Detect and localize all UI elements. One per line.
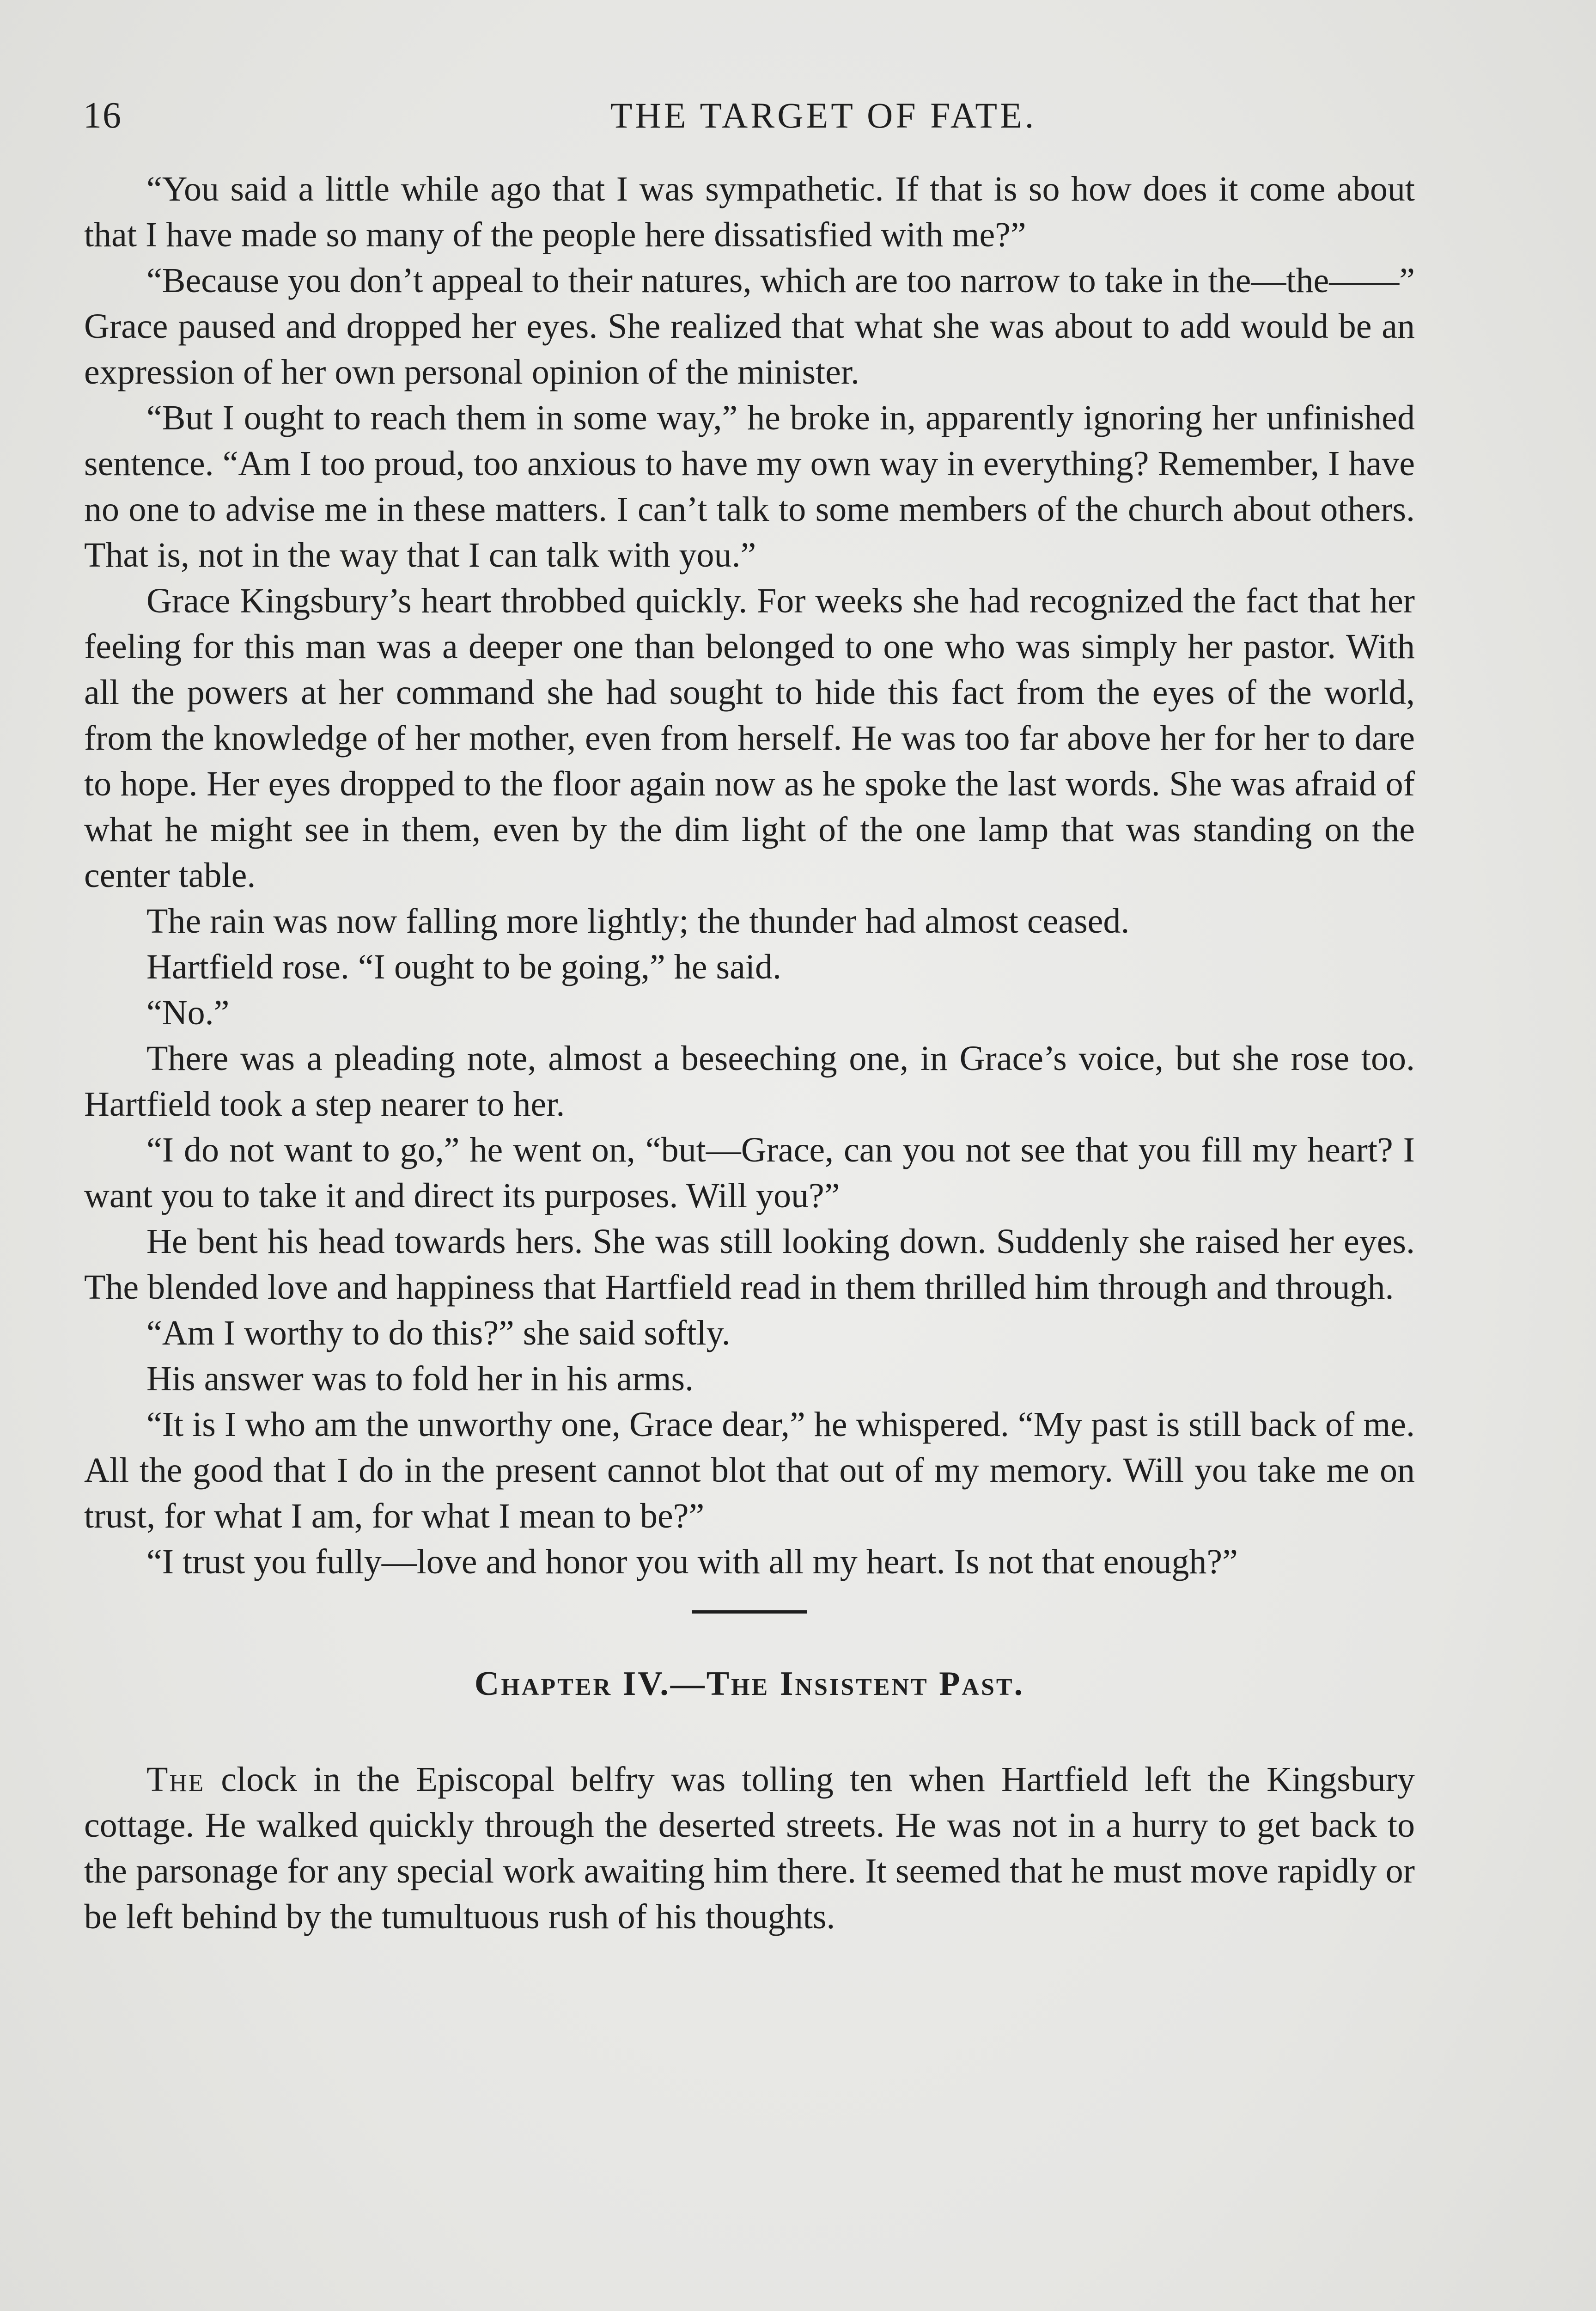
paragraph: “I do not want to go,” he went on, “but—Grace, can you not see that you fill my heart? I want you to take it and direct its purposes. Will you?” [84,1131,1415,1215]
paragraph: “No.” [146,993,230,1032]
paragraph: Grace Kingsbury’s heart throbbed quickly. For weeks she had recognized the fact that her feeling for this man was a deeper one than belonged to one who was simply her pastor. With all the powers at her command she had sought to hide this fact from the eyes of the world, from the knowledge of her mother, even from herself. He was too far above her for her to dare to hope. Her eyes dropped to the floor again now as he spoke the last words. She was afraid of what he might see in them, even by the dim light of the one lamp that was standing on the center table. [84,581,1415,895]
body-text [84,166,1415,1940]
paragraph: He bent his head towards hers. She was still looking down. Suddenly she raised her eyes. The blended love and happiness that Hartfield read in them thrilled him through and through. [84,1222,1415,1307]
paragraph: “Because you don’t appeal to their natures, which are too narrow to take in the—the——” Grace paused and dropped her eyes. She realized that what she was about to add would be an expression of her own personal opinion of the minister. [84,261,1415,391]
paragraph: His answer was to fold her in his arms. [146,1359,694,1398]
paragraph: “It is I who am the unworthy one, Grace dear,” he whispered. “My past is still back of me. All the good that I do in the present cannot blot that out of my memory. Will you take me on trust, for what I am, for what I mean to be?” [84,1405,1415,1535]
chapter-opening-paragraph [84,1757,1415,1940]
paragraph: “Am I worthy to do this?” she said softly. [146,1314,731,1352]
paragraph: Hartfield rose. “I ought to be going,” he said. [146,948,781,986]
section-divider [692,1610,807,1614]
chapter-opening-text: clock in the Episcopal belfry was tolling ten when Hartfield left the Kingsbury cottage. He walked quickly through the deserted streets. He was not in a hurry to get back to the parsonage for any special work awaiting him there. It seemed that he must move rapidly or be left behind by the tumultuous rush of his thoughts. [84,1760,1415,1936]
chapter-heading: Chapter IV.—The Insistent Past. [474,1665,1025,1703]
chapter-lead-word: The [146,1760,205,1799]
paragraph: “You said a little while ago that I was sympathetic. If that is so how does it come about that I have made so many of the people here dissatisfied with me?” [84,170,1415,254]
paragraph: There was a pleading note, almost a beseeching one, in Grace’s voice, but she rose too. Hartfield took a step nearer to her. [84,1039,1415,1124]
paragraph: The rain was now falling more lightly; the thunder had almost ceased. [146,902,1130,941]
running-head: THE TARGET OF FATE. [610,95,1037,135]
page-number: 16 [83,95,122,136]
paragraph: “But I ought to reach them in some way,” he broke in, apparently ignoring her unfinished sentence. “Am I too proud, too anxious to have my own way in everything? Remember, I have no one to advise me in these matters. I can’t talk to some members of the church about others. That is, not in the way that I can talk with you.” [84,398,1415,575]
paragraph: “I trust you fully—love and honor you with all my heart. Is not that enough?” [146,1542,1238,1581]
